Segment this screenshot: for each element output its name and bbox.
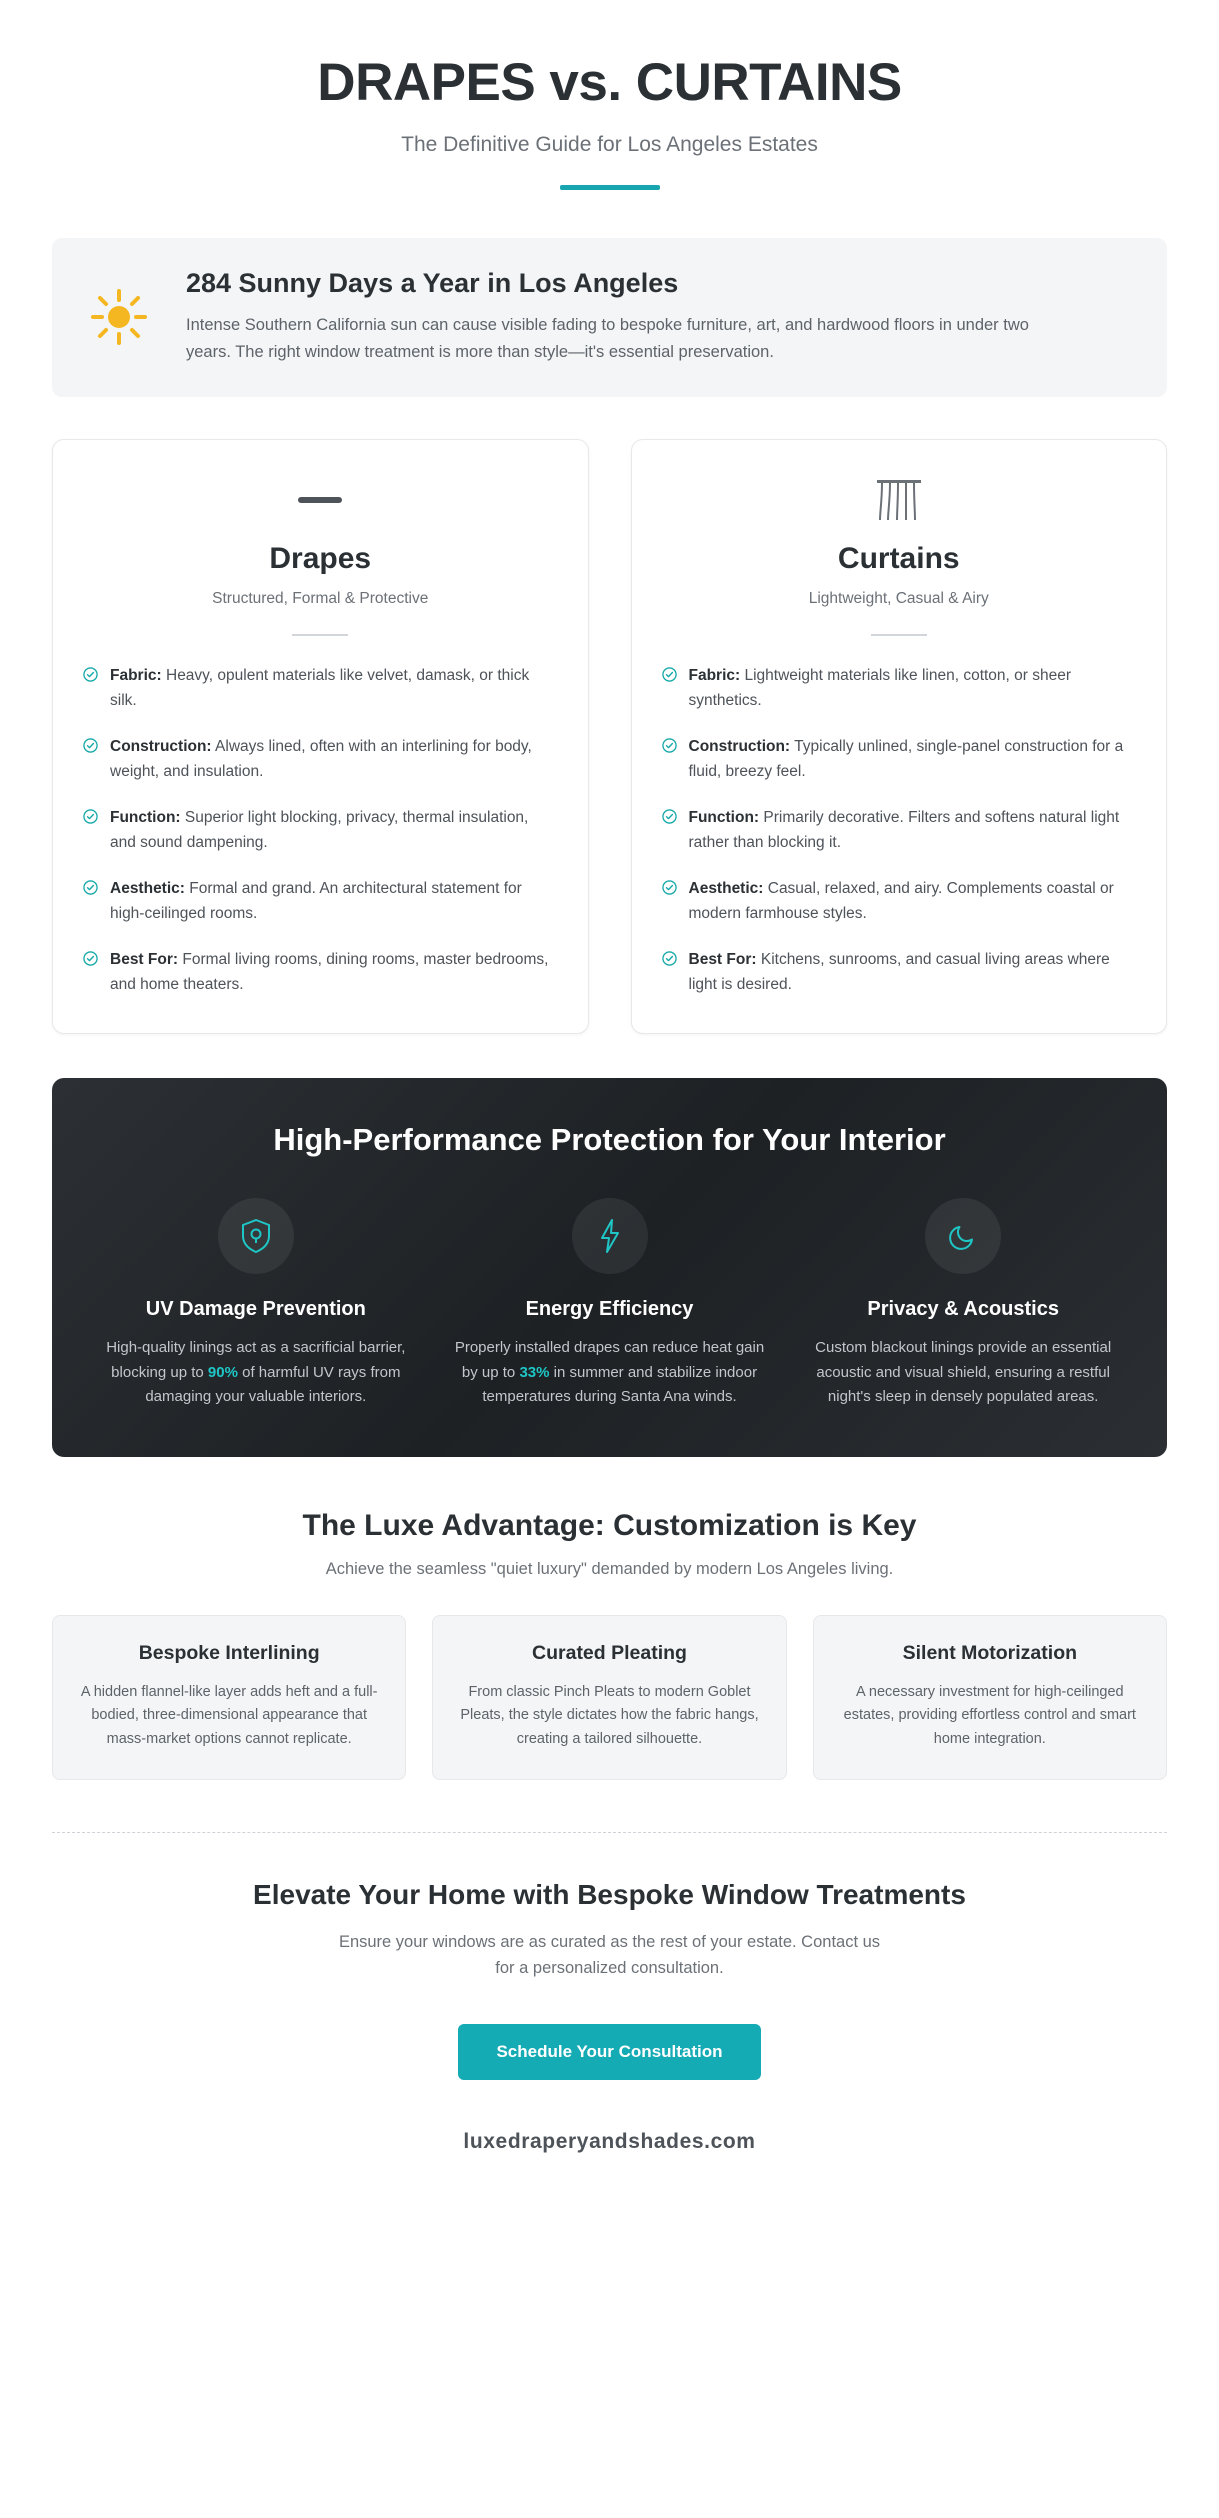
check-circle-icon	[83, 951, 98, 971]
feature-text: Primarily decorative. Filters and softens natural light rather than blocking it.	[688, 809, 1120, 851]
luxe-card-pleating	[432, 1615, 786, 1780]
check-circle-icon	[662, 738, 677, 758]
feature-text: Formal living rooms, dining rooms, master bedrooms, and home theaters.	[110, 951, 549, 993]
feature-text: Casual, relaxed, and airy. Complements coastal or modern farmhouse styles.	[688, 880, 1114, 922]
feature-label: Construction:	[688, 738, 791, 756]
list-item	[662, 877, 1137, 926]
luxe-card-text: From classic Pinch Pleats to modern Goblet Pleats, the style dictates how the fabric hangs, creating a tailored silhouette.	[460, 1684, 759, 1747]
list-item	[662, 664, 1137, 713]
performance-title: High-Performance Protection for Your Interior	[273, 1122, 946, 1158]
feature-text: Superior light blocking, privacy, thermal insulation, and sound dampening.	[110, 809, 529, 851]
sun-icon	[86, 284, 152, 350]
page-title: DRAPES vs. CURTAINS	[317, 53, 902, 112]
cta-subtitle-line1: Ensure your windows are as curated as the rest of your estate. Contact us	[338, 1932, 881, 1951]
feature-label: Aesthetic:	[110, 880, 185, 898]
banner-body	[186, 268, 1133, 365]
list-item	[83, 948, 558, 997]
drapes-card	[52, 439, 589, 1034]
section-divider	[52, 1832, 1167, 1833]
luxe-card-heading: Bespoke Interlining	[138, 1642, 320, 1665]
check-circle-icon	[662, 880, 677, 900]
feature-label: Function:	[110, 809, 181, 827]
feature-label: Construction:	[110, 738, 212, 756]
schedule-consultation-button[interactable]: Schedule Your Consultation	[458, 2024, 760, 2080]
feature-label: Best For:	[110, 951, 179, 969]
performance-heading: Privacy & Acoustics	[867, 1298, 1059, 1321]
performance-column-uv	[92, 1198, 420, 1409]
curtains-card	[631, 439, 1168, 1034]
list-item	[662, 735, 1137, 784]
performance-heading: UV Damage Prevention	[145, 1298, 366, 1321]
title-underline	[560, 185, 660, 190]
curtains-title: Curtains	[837, 542, 960, 576]
luxe-card-interlining	[52, 1615, 406, 1780]
bolt-icon	[572, 1198, 648, 1274]
comparison-section	[52, 439, 1167, 1034]
luxe-card-text: A hidden flannel-like layer adds heft and a full-bodied, three-dimensional appearance that mass-market options cannot replicate.	[80, 1684, 378, 1747]
luxe-card-heading: Curated Pleating	[532, 1642, 687, 1665]
luxe-card-text: A necessary investment for high-ceilinged estates, providing effortless control and smart home integration.	[843, 1684, 1136, 1747]
check-circle-icon	[83, 667, 98, 687]
feature-text: Kitchens, sunrooms, and casual living areas where light is desired.	[688, 951, 1110, 993]
drapes-subtitle: Structured, Formal & Protective	[212, 590, 429, 608]
feature-label: Fabric:	[688, 667, 741, 685]
performance-column-energy	[446, 1198, 774, 1409]
curtains-subtitle: Lightweight, Casual & Airy	[808, 590, 989, 608]
sunny-days-banner	[52, 238, 1167, 397]
performance-text: Custom blackout linings provide an essential acoustic and visual shield, ensuring a restful night's sleep in densely populated areas.	[815, 1339, 1112, 1405]
luxe-title: The Luxe Advantage: Customization is Key	[302, 1509, 917, 1543]
feature-label: Aesthetic:	[688, 880, 764, 898]
banner-text: Intense Southern California sun can cause visible fading to bespoke furniture, art, and hardwood floors in under two years. The right window treatment is more than style—it's essential preservation.	[186, 316, 1029, 361]
check-circle-icon	[83, 809, 98, 829]
performance-column-privacy	[799, 1198, 1127, 1409]
page-subtitle: The Definitive Guide for Los Angeles Estates	[401, 133, 818, 156]
check-circle-icon	[83, 880, 98, 900]
performance-heading: Energy Efficiency	[525, 1298, 694, 1321]
list-item	[662, 806, 1137, 855]
feature-text: Formal and grand. An architectural statement for high-ceilinged rooms.	[110, 880, 522, 922]
curtain-panel-icon	[662, 472, 1137, 528]
luxe-subtitle: Achieve the seamless "quiet luxury" demanded by modern Los Angeles living.	[325, 1560, 894, 1579]
check-circle-icon	[662, 667, 677, 687]
check-circle-icon	[662, 951, 677, 971]
drapes-title: Drapes	[269, 542, 372, 576]
card-divider	[292, 634, 348, 636]
performance-panel	[52, 1078, 1167, 1457]
list-item	[83, 664, 558, 713]
check-circle-icon	[83, 738, 98, 758]
list-item	[83, 806, 558, 855]
feature-label: Function:	[688, 809, 760, 827]
drape-rod-icon	[83, 472, 558, 528]
feature-text: Heavy, opulent materials like velvet, damask, or thick silk.	[110, 667, 530, 709]
performance-text: High-quality linings act as a sacrificial barrier, blocking up to 90% of harmful UV rays from damaging your valuable interiors.	[106, 1339, 406, 1405]
luxe-card-heading: Silent Motorization	[902, 1642, 1078, 1665]
list-item	[662, 948, 1137, 997]
card-divider	[871, 634, 927, 636]
luxe-cards	[52, 1615, 1167, 1780]
cta-title: Elevate Your Home with Bespoke Window Treatments	[253, 1878, 966, 1910]
cta-subtitle	[48, 1929, 1171, 1982]
luxe-card-motorization	[813, 1615, 1167, 1780]
list-item	[83, 877, 558, 926]
performance-columns	[92, 1198, 1127, 1409]
feature-label: Fabric:	[110, 667, 162, 685]
moon-icon	[925, 1198, 1001, 1274]
banner-title: 284 Sunny Days a Year in Los Angeles	[186, 268, 679, 298]
cta-button-wrap	[48, 2024, 1171, 2080]
cta-subtitle-line2: for a personalized consultation.	[495, 1959, 724, 1978]
website-url[interactable]: luxedraperyandshades.com	[463, 2130, 756, 2154]
feature-text: Always lined, often with an interlining for body, weight, and insulation.	[110, 738, 532, 780]
feature-text: Typically unlined, single-panel construction for a fluid, breezy feel.	[688, 738, 1124, 780]
check-circle-icon	[662, 809, 677, 829]
performance-text: Properly installed drapes can reduce heat gain by up to 33% in summer and stabilize indoor temperatures during Santa Ana winds.	[454, 1339, 765, 1405]
feature-label: Best For:	[688, 951, 757, 969]
list-item	[83, 735, 558, 784]
shield-uv-icon	[218, 1198, 294, 1274]
feature-text: Lightweight materials like linen, cotton, or sheer synthetics.	[688, 667, 1072, 709]
